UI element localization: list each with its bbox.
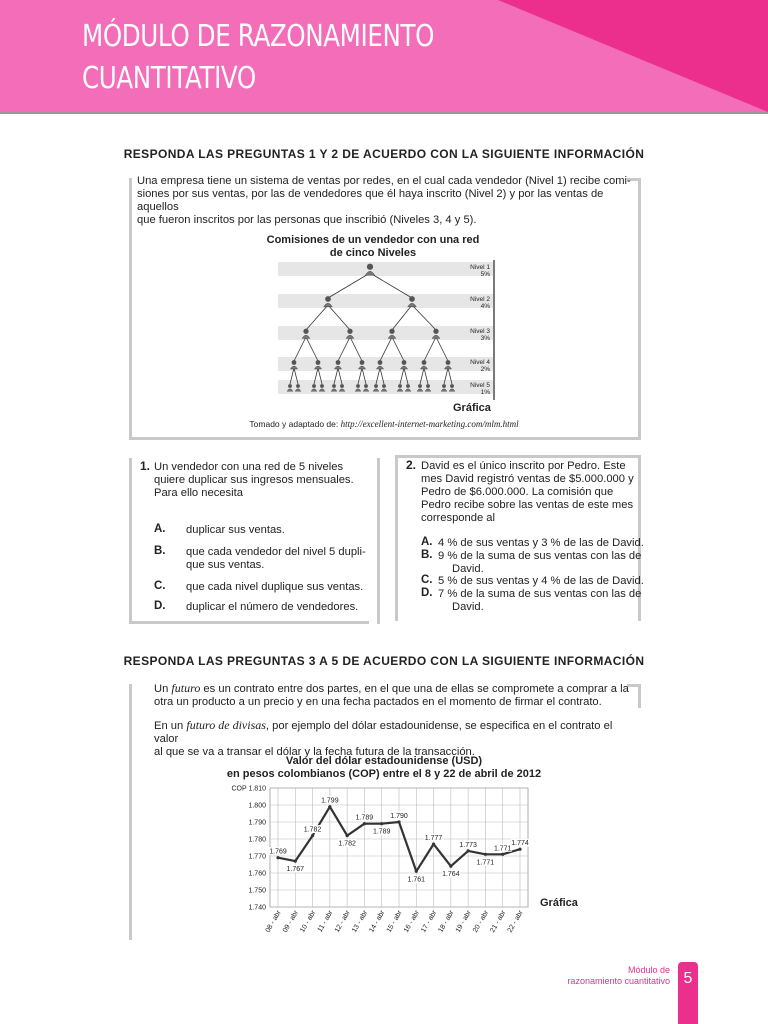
header-accent-triangle (498, 0, 768, 112)
q1-option-b-text: que sus ventas. (186, 559, 265, 571)
x-tick-label: 13 - abr (351, 909, 370, 934)
x-tick-label: 11 - abr (316, 909, 335, 934)
data-label: 1.782 (303, 826, 322, 834)
q1-frame-bottom (129, 621, 369, 624)
data-point (501, 853, 504, 856)
x-tick-label: 12 - abr (333, 909, 352, 934)
data-point (363, 822, 366, 825)
p2-line2: al que se va a transar el dólar y la fecha futura de la transacción. (154, 746, 475, 758)
y-tick-label: 1.800 (248, 802, 266, 810)
level-name: Nivel 2 (470, 296, 490, 303)
level-band (278, 326, 493, 340)
q2-option-b-text: David. (452, 563, 484, 575)
source-url: http://excellent-internet-marketing.com/mlm.html (340, 419, 519, 429)
section2-paragraph2 (154, 719, 634, 759)
data-point (397, 820, 400, 823)
data-point (311, 834, 314, 837)
y-tick-label: 1.760 (248, 870, 266, 878)
diagram-title-line1: Comisiones de un vendedor con una red (266, 234, 480, 246)
q1-frame-left (129, 458, 132, 624)
data-point (518, 848, 521, 851)
section1-title: RESPONDA LAS PREGUNTAS 1 Y 2 DE ACUERDO CON LA SIGUIENTE INFORMACIÓN (123, 147, 645, 161)
y-tick-label: 1.790 (248, 819, 266, 827)
q1-option-a-letter[interactable]: A. (154, 523, 166, 535)
x-tick-label: 09 - abr (281, 909, 301, 934)
x-tick-label: 20 - abr (472, 909, 491, 934)
data-label: 1.767 (286, 866, 305, 874)
section2-frame-left (129, 684, 132, 940)
q2-text-line: corresponde al (421, 512, 496, 524)
level-percent: 4% (480, 303, 490, 310)
level-band (278, 262, 493, 276)
diagram-title (258, 234, 488, 260)
level-name: Nivel 5 (470, 382, 490, 389)
data-point (484, 853, 487, 856)
data-point (276, 856, 279, 859)
q2-option-c-text: 5 % de sus ventas y 4 % de las de David. (438, 575, 644, 587)
level-band (278, 357, 493, 371)
level-percent: 1% (480, 389, 490, 396)
data-point (467, 849, 470, 852)
y-tick-label: 1.770 (248, 853, 266, 861)
data-point (294, 860, 297, 863)
section1-intro (137, 175, 637, 227)
q1-option-d-text: duplicar el número de vendedores. (186, 601, 359, 613)
level-percent: 5% (480, 271, 490, 278)
y-tick-label: COP 1.810 (231, 785, 266, 793)
x-tick-label: 16 - abr (402, 909, 422, 934)
level-name: Nivel 3 (470, 328, 490, 335)
q1-option-c-letter[interactable]: C. (154, 580, 166, 592)
x-tick-label: 18 - abr (437, 909, 456, 934)
x-tick-label: 15 - abr (385, 909, 404, 934)
q2-text (421, 460, 637, 525)
x-tick-label: 08 - abr (264, 909, 283, 934)
q2-text-line: mes David registró ventas de $5.000.000 y (421, 473, 634, 485)
intro-line: Una empresa tiene un sistema de ventas por redes, en el cual cada vendedor (Nivel 1) recibe comi- (137, 175, 631, 187)
y-tick-label: 1.780 (248, 836, 266, 844)
page-header (0, 0, 768, 112)
level-band (278, 294, 493, 308)
page-number-tab (678, 962, 698, 1024)
p1-pre: Un (154, 683, 172, 695)
data-label: 1.782 (338, 840, 356, 848)
source-prefix: Tomado y adaptado de: (249, 419, 339, 429)
data-point (432, 843, 435, 846)
x-tick-label: 17 - abr (420, 909, 439, 934)
q2-option-c[interactable] (438, 575, 644, 588)
x-tick-label: 10 - abr (299, 909, 318, 934)
usd-cop-line-chart (224, 780, 544, 944)
p2-pre: En un (154, 720, 187, 732)
y-tick-label: 1.740 (248, 904, 266, 912)
footer-module-name (510, 965, 670, 987)
data-point (346, 834, 349, 837)
page-title-line2: CUANTITATIVO (82, 61, 256, 96)
q1-frame-right (366, 458, 380, 624)
q2-text-line: Pedro recibe sobre las ventas de este mes (421, 499, 634, 511)
q2-number: 2. (406, 458, 417, 472)
q2-option-a-letter[interactable]: A. (421, 536, 433, 548)
data-point (328, 805, 331, 808)
q1-text-line: quiere duplicar sus ingresos mensuales. (154, 474, 354, 486)
p2-term: futuro de divisas (186, 718, 266, 732)
level-name: Nivel 4 (470, 359, 490, 366)
data-label: 1.764 (442, 871, 460, 879)
data-label: 1.773 (459, 841, 477, 849)
q2-option-d[interactable] (438, 588, 641, 614)
q2-option-a-text: 4 % de sus ventas y 3 % de las de David. (438, 537, 644, 549)
data-label: 1.761 (407, 876, 426, 884)
q1-option-b-text: que cada vendedor del nivel 5 dupli- (186, 546, 366, 558)
level-percent: 2% (480, 366, 490, 373)
data-label: 1.771 (493, 845, 512, 853)
section1-frame-bottom (129, 437, 641, 440)
intro-line: que fueron inscritos por las personas que inscribió (Niveles 3, 4 y 5). (137, 214, 477, 226)
q1-number: 1. (140, 459, 151, 473)
q2-option-b-letter[interactable]: B. (421, 549, 433, 561)
q2-option-b[interactable] (438, 550, 641, 576)
q2-option-c-letter[interactable]: C. (421, 574, 433, 586)
diagram-title-line2: de cinco Niveles (329, 247, 417, 259)
data-point (449, 865, 452, 868)
page-title-line1: MÓDULO DE RAZONAMIENTO (82, 19, 435, 54)
q2-text-line: David es el único inscrito por Pedro. Este (421, 460, 626, 472)
p1-post: es un contrato entre dos partes, en el que una de ellas se compromete a comprar a la (200, 683, 629, 695)
q2-frame-left (395, 455, 398, 621)
footer-line1: Módulo de (627, 965, 670, 975)
q2-option-d-letter[interactable]: D. (421, 587, 433, 599)
q2-option-a[interactable] (438, 537, 644, 550)
data-point (415, 870, 418, 873)
q1-text-line: Un vendedor con una red de 5 niveles (154, 461, 344, 473)
p1-line2: otra un producto a un precio y en una fecha pactados en el momento de firmar el contrato. (154, 696, 602, 708)
section2-paragraph1 (154, 682, 634, 709)
chart-caption: Gráfica (540, 897, 578, 909)
data-point (380, 822, 383, 825)
q1-option-d[interactable] (186, 601, 358, 614)
chart-title-line1: Valor del dólar estadounidense (USD) (285, 755, 483, 767)
x-tick-label: 19 - abr (454, 909, 473, 934)
chart-title-line2: en pesos colombianos (COP) entre el 8 y 22 de abril de 2012 (226, 768, 542, 780)
header-divider (0, 112, 768, 114)
data-label: 1.789 (355, 814, 374, 822)
level-name: Nivel 1 (470, 264, 490, 271)
q1-text (154, 461, 368, 500)
q2-option-d-text: 7 % de la suma de sus ventas con las de (438, 588, 642, 600)
diagram-caption: Gráfica (453, 402, 491, 414)
page-number: 5 (683, 970, 693, 987)
data-label: 1.790 (390, 813, 408, 820)
level-percent: 3% (480, 335, 490, 342)
p1-term: futuro (171, 681, 201, 695)
page-title (82, 16, 434, 100)
data-label: 1.771 (476, 859, 495, 867)
section2-frame-right (638, 684, 641, 708)
source-citation (0, 419, 768, 429)
q2-text-line: Pedro de $6.000.000. La comisión que (421, 486, 614, 498)
chart-title (214, 755, 554, 781)
q1-option-a[interactable] (186, 524, 285, 537)
data-label: 1.777 (424, 835, 443, 843)
q2-option-b-text: 9 % de la suma de sus ventas con las de (438, 550, 642, 562)
p2-post: , por ejemplo del dólar estadounidense, se especifica en el contrato el valor (154, 720, 613, 745)
footer-line2: razonamiento cuantitativo (567, 976, 670, 986)
data-label: 1.769 (269, 848, 287, 856)
data-label: 1.799 (321, 797, 339, 805)
q2-option-d-text: David. (452, 601, 484, 613)
x-tick-label: 21 - abr (489, 909, 508, 934)
q2-frame-top (395, 455, 641, 458)
data-label: 1.789 (372, 828, 391, 836)
section2-title: RESPONDA LAS PREGUNTAS 3 A 5 DE ACUERDO CON LA SIGUIENTE INFORMACIÓN (123, 654, 645, 668)
x-tick-label: 14 - abr (368, 909, 387, 934)
y-tick-label: 1.750 (248, 887, 266, 895)
q1-option-b[interactable] (186, 546, 366, 572)
q1-text-line: Para ello necesita (154, 487, 243, 499)
data-label: 1.774 (511, 840, 529, 848)
q1-option-c-text: que cada nivel duplique sus ventas. (186, 581, 364, 593)
q1-option-d-letter[interactable]: D. (154, 600, 166, 612)
intro-line: siones por sus ventas, por las de vendedores que él haya inscrito (Nivel 2) y por las ventas de aquellos (137, 188, 604, 213)
network-tree-diagram (270, 258, 510, 408)
x-tick-label: 22 - abr (506, 909, 525, 934)
q1-option-b-letter[interactable]: B. (154, 545, 166, 557)
q1-option-a-text: duplicar sus ventas. (186, 524, 285, 536)
q1-option-c[interactable] (186, 581, 363, 594)
